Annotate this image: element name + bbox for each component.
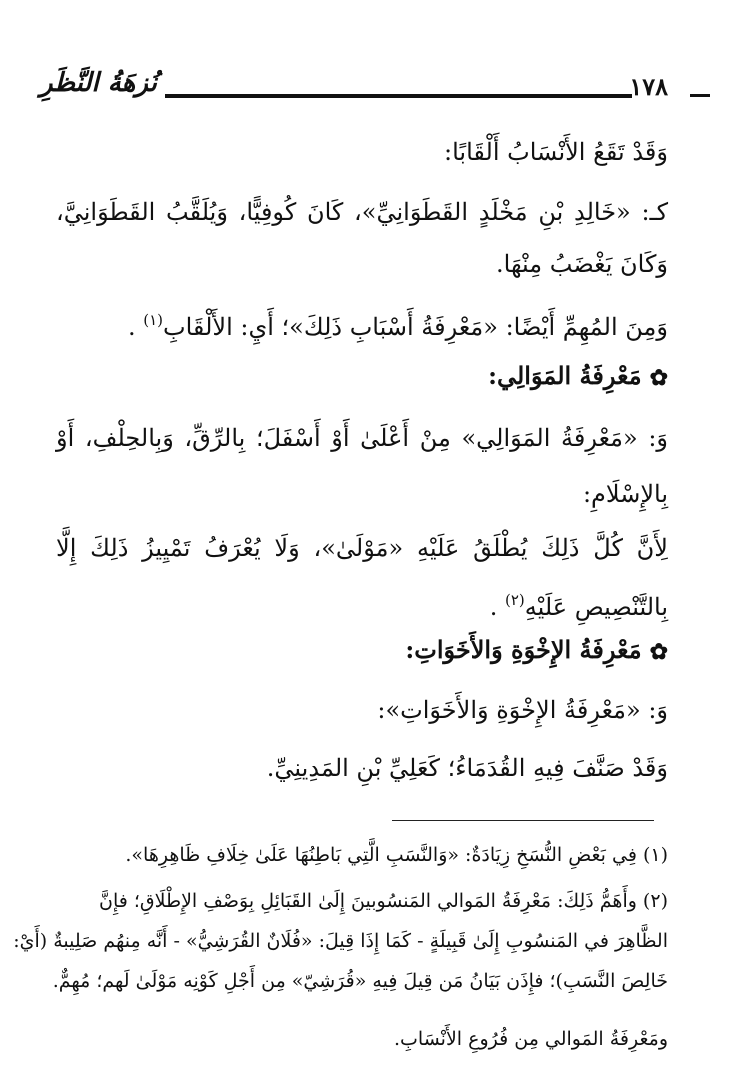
section-heading	[56, 630, 668, 672]
footnote-2-line: (٢) وأَهَمُّ ذَلِكَ: مَعْرِفَةُ المَوالي المَنسُوبينَ إِلَىٰ القَبَائِلِ بِوَصْفِ الإِطْلَاقِ؛ فإِنَّ	[98, 890, 668, 912]
text-line: وَ: «مَعْرِفَةُ الإِخْوَةِ وَالأَخَوَاتِ»:	[377, 696, 668, 724]
text-line	[56, 300, 668, 347]
footnote-2-line: خَالِصَ النَّسَبِ)؛ فإِذَن بَيَانُ مَن قِيلَ فِيهِ «قُرَشِيّ» مِن أَجْلِ كَوْنِه مَوْلَىٰ لَهم؛ مُهِمٌّ.	[52, 970, 668, 992]
heading-text: مَعْرِفَةُ المَوَالِي:	[488, 361, 642, 390]
page-number-dash	[690, 94, 710, 97]
footnote-2-line: الظَّاهِرَ في المَنسُوبِ إِلَىٰ قَبِيلَةٍ - كَمَا إِذَا قِيلَ: «فُلَانٌ القُرَشِيُّ» - أَنَّه مِنهُم صَلِيبةٌ (أَيْ:	[13, 930, 668, 952]
text-fragment: وَمِنَ المُهِمِّ أَيْضًا: «مَعْرِفَةُ أَسْبَابِ ذَلِكَ»؛ أَيِ: الأَلْقَابِ	[163, 313, 668, 341]
text-line: وَقَدْ صَنَّفَ فِيهِ القُدَمَاءُ؛ كَعَلِيِّ بْنِ المَدِينِيِّ.	[266, 754, 668, 782]
text-fragment: .	[127, 313, 136, 341]
book-title: نُزهَةُ النَّظَرِ	[40, 68, 157, 98]
footnote-ref[interactable]: (٢)	[504, 591, 525, 609]
footnote-separator	[392, 820, 654, 821]
text-line: لِأَنَّ كُلَّ ذَلِكَ يُطْلَقُ عَلَيْهِ «مَوْلَىٰ»، وَلَا يُعْرَفُ تَمْيِيزُ ذَلِكَ إِلَّا	[56, 534, 668, 562]
section-heading	[56, 356, 668, 398]
footnote-1: (١) فِي بَعْضِ النُّسَخِ زِيَادَةٌ: «وَالنَّسَبِ الَّتِي بَاطِنُهَا عَلَىٰ خِلَافِ ظَاهِرِهَا».	[125, 844, 668, 866]
text-line: وَ: «مَعْرِفَةُ المَوَالِي» مِنْ أَعْلَىٰ أَوْ أَسْفَلَ؛ بِالرِّقِّ، وَبِالحِلْفِ، أَوْ	[56, 424, 668, 452]
flower-icon: ✿	[649, 638, 668, 665]
text-line: وَقَدْ تَقَعُ الأَنْسَابُ أَلْقَابًا:	[443, 138, 668, 166]
heading-text: مَعْرِفَةُ الإِخْوَةِ وَالأَخَوَاتِ:	[405, 635, 642, 664]
text-line: بِالإِسْلَامِ:	[582, 480, 668, 508]
page-header	[40, 68, 710, 114]
page-number: ١٧٨	[629, 72, 668, 101]
text-fragment: .	[489, 593, 498, 621]
header-rule	[165, 94, 632, 98]
footnote-2-line: ومَعْرِفَةُ المَوالي مِن فُرُوعِ الأَنْسَابِ.	[394, 1028, 668, 1050]
text-line: كـ: «خَالِدِ بْنِ مَخْلَدٍ القَطَوَانِيِّ»، كَانَ كُوفِيًّا، وَيُلَقَّبُ القَطَوَانِيَّ،	[56, 198, 668, 226]
text-fragment: بِالتَّنْصِيصِ عَلَيْهِ	[524, 593, 668, 621]
footnote-ref[interactable]: (١)	[143, 311, 164, 329]
flower-icon: ✿	[649, 364, 668, 391]
text-line	[56, 580, 668, 627]
text-line: وَكَانَ يَغْضَبُ مِنْهَا.	[496, 250, 668, 278]
